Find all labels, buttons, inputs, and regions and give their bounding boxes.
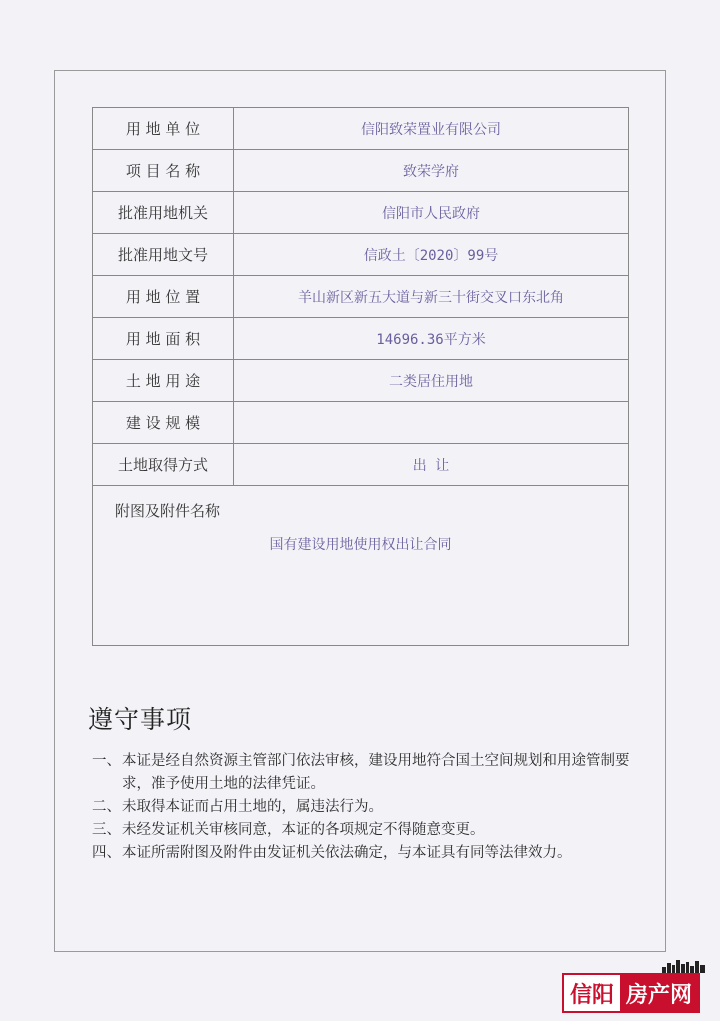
attachments-label: 附图及附件名称	[115, 502, 221, 520]
notice-title: 遵守事项	[88, 705, 193, 734]
notice-item-text: 本证是经自然资源主管部门依法审核，建设用地符合国土空间规划和用途管制要求，准予使用土地的法律凭证。	[122, 753, 630, 792]
table-row	[93, 108, 629, 150]
list-item	[92, 819, 652, 842]
table-row	[93, 192, 629, 234]
attachments-value: 国有建设用地使用权出让合同	[269, 537, 452, 553]
land-info-table	[92, 107, 629, 646]
table-row	[93, 318, 629, 360]
notice-item-text: 未取得本证而占用土地的，属违法行为。	[122, 799, 383, 815]
row-label-land-user: 用 地 单 位	[93, 108, 234, 150]
row-value-approval-document: 信政土〔2020〕99号	[234, 234, 629, 276]
row-label-approval-document: 批准用地文号	[93, 234, 234, 276]
row-value-project-name: 致荣学府	[234, 150, 629, 192]
row-value-approval-authority: 信阳市人民政府	[234, 192, 629, 234]
city-skyline-icon	[662, 959, 706, 973]
site-watermark-logo	[562, 973, 712, 1013]
list-item	[92, 796, 652, 819]
watermark-text-part1: 信阳	[564, 975, 620, 1011]
list-item	[92, 842, 652, 865]
notice-item-number: 三、	[92, 822, 121, 838]
row-value-location: 羊山新区新五大道与新三十街交叉口东北角	[234, 276, 629, 318]
attachments-row	[93, 486, 629, 646]
table-row	[93, 276, 629, 318]
row-value-land-user: 信阳致荣置业有限公司	[234, 108, 629, 150]
row-value-construction-scale	[234, 402, 629, 444]
notice-item-number: 二、	[92, 799, 121, 815]
table-row	[93, 444, 629, 486]
attachments-cell	[93, 486, 629, 646]
table-row	[93, 150, 629, 192]
row-value-area: 14696.36平方米	[234, 318, 629, 360]
watermark-text-part2: 房产网	[620, 975, 698, 1011]
notice-item-number: 一、	[92, 753, 121, 769]
row-value-land-use: 二类居住用地	[234, 360, 629, 402]
notice-list	[92, 750, 652, 865]
notice-item-number: 四、	[92, 845, 121, 861]
list-item	[92, 750, 652, 796]
row-label-land-use: 土 地 用 途	[93, 360, 234, 402]
watermark-box	[562, 973, 700, 1013]
table-row	[93, 234, 629, 276]
table-row	[93, 360, 629, 402]
row-value-acquisition-method: 出 让	[234, 444, 629, 486]
row-label-construction-scale: 建 设 规 模	[93, 402, 234, 444]
notice-item-text: 未经发证机关审核同意，本证的各项规定不得随意变更。	[122, 822, 485, 838]
row-label-project-name: 项 目 名 称	[93, 150, 234, 192]
row-label-approval-authority: 批准用地机关	[93, 192, 234, 234]
row-label-area: 用 地 面 积	[93, 318, 234, 360]
row-label-location: 用 地 位 置	[93, 276, 234, 318]
notice-item-text: 本证所需附图及附件由发证机关依法确定，与本证具有同等法律效力。	[122, 845, 572, 861]
row-label-acquisition-method: 土地取得方式	[93, 444, 234, 486]
table-row	[93, 402, 629, 444]
